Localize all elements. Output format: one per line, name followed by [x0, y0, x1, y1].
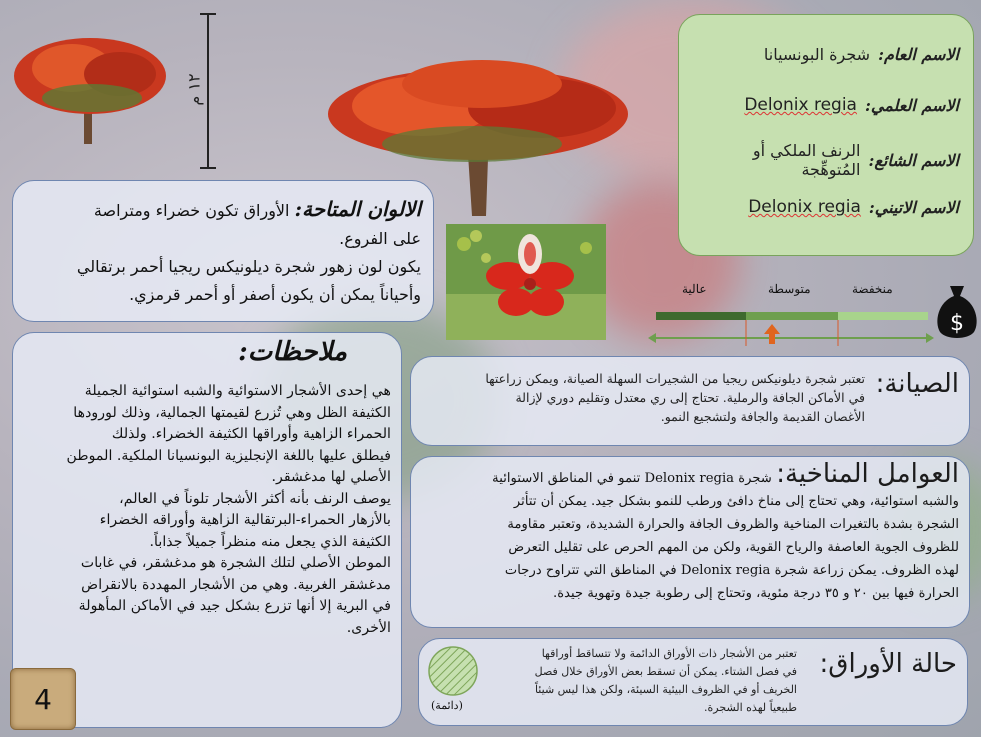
maintenance-line: في الأماكن الجافة والرملية. تحتاج إلى ري معتدل وتقليم دوري لإزالة — [515, 390, 865, 405]
scale-high-label: عالية — [682, 282, 707, 296]
names-card — [678, 14, 974, 256]
small-tree-image — [12, 28, 172, 146]
maintenance-line: تعتبر شجرة ديلونيكس ريجيا من الشجيرات السهلة الصيانة، ويمكن زراعتها — [485, 371, 865, 386]
climate-line: والشبه استوائية، وهي تحتاج إلى مناخ دافئ ورطب للنمو بشكل جيد. يمكن أن تتأثر — [513, 494, 959, 509]
notes-line: الكثيفة الظل وهي تُزرع لقيمتها الجمالية، وذلك لورودها — [73, 404, 391, 421]
leaves-title: حالة الأوراق: — [819, 649, 957, 679]
maintenance-card — [410, 356, 970, 446]
common-name-label: الاسم العام: — [878, 45, 959, 64]
colors-text-4: وأحياناً يمكن أن يكون أصفر أو أحمر قرمزي. — [129, 285, 421, 304]
scientific-name-value: Delonix regia — [744, 95, 857, 115]
maintenance-line: الأغصان القديمة والجافة ولتشجيع النمو. — [660, 409, 865, 424]
climate-line: للظروف الجوية العاصفة والرياح القوية، ولكن من المهم الحرص على تقليل التعرض — [508, 540, 959, 555]
popular-name-label: الاسم الشائع: — [868, 151, 959, 170]
climate-card — [410, 456, 970, 628]
leaves-badge: (دائمة) — [431, 699, 463, 712]
notes-line: فيطلق عليها باللغة الإنجليزية البونسيانا الملكية. الموطن — [66, 447, 391, 464]
leaves-card — [418, 638, 968, 726]
scientific-name-label: الاسم العلمي: — [864, 95, 959, 115]
colors-text-1: الأوراق تكون خضراء ومتراصة — [93, 201, 290, 220]
page-number-scroll — [10, 668, 76, 730]
notes-line: الحمراء الزاهية وأوراقها الكثيفة الخضراء. ولذلك — [111, 426, 391, 442]
notes-line: الأخرى. — [346, 619, 391, 636]
climate-line: لهذه الظروف. يمكن زراعة شجرة Delonix regia في المناطق التي تتراوح درجات — [504, 563, 959, 578]
colors-title: الالوان المتاحة: — [294, 197, 421, 221]
climate-line: الحرارة فيها بين ٢٠ و ٣٥ درجة مئوية، وتحتاج إلى رطوبة جيدة وتهوية جيدة. — [553, 586, 959, 601]
latin-name-label: الاسم الاتيني: — [868, 197, 959, 217]
svg-text:$: $ — [950, 311, 964, 336]
cost-scale-bar — [648, 306, 934, 352]
notes-line: الأصلي لها مدغشقر. — [271, 469, 391, 485]
scale-medium-label: متوسطة — [768, 282, 811, 296]
popular-name-value-2: المُتوهِّجة — [801, 160, 861, 179]
evergreen-leaf-icon — [427, 645, 479, 697]
notes-line: بالأزهار الحمراء-البرتقالية الزاهية وأوراقه الخضراء — [99, 512, 391, 528]
notes-line: الموطن الأصلي لتلك الشجرة هو مدغشقر، في غابات — [80, 555, 391, 571]
leaves-line: تعتبر من الأشجار ذات الأوراق الدائمة ولا تتساقط أوراقها — [541, 647, 797, 660]
notes-line: في البرية إلا أنها تزرع بشكل جيد في الأماكن المأهولة — [78, 598, 391, 614]
latin-name-value: Delonix regia — [748, 197, 861, 217]
climate-line: شجرة Delonix regia تنمو في المناطق الاستوائية — [492, 471, 772, 486]
colors-text-2: على الفروع. — [339, 229, 421, 248]
notes-line: مدغشقر الغربية. وهي من الأشجار المهددة بالانقراض — [81, 576, 391, 593]
popular-name-value-1: الرنف الملكي أو — [752, 141, 861, 160]
climate-title: العوامل المناخية: — [776, 459, 959, 489]
leaves-line: في فصل الشتاء. يمكن أن تسقط بعض الأوراق خلال فصل — [534, 665, 797, 678]
maintenance-title: الصيانة: — [875, 369, 959, 399]
common-name-value: شجرة البونسيانا — [763, 45, 871, 64]
flower-image — [446, 224, 606, 340]
leaves-line: طبيعياً لهذه الشجرة. — [704, 701, 797, 714]
climate-line: الشجرة بشدة بالتغيرات المناخية والظروف الجافة والحرارة الشديدة، وتعتبر مقاومة — [507, 517, 959, 532]
notes-line: يوصف الرنف بأنه أكثر الأشجار تلوناً في العالم، — [119, 490, 391, 507]
notes-title: ملاحظات: — [238, 337, 347, 367]
notes-line: الكثيفة الذي يجعل منه منظراً جميلاً جذاباً. — [149, 533, 391, 550]
page-number: 4 — [34, 682, 52, 716]
money-bag-icon — [934, 282, 980, 340]
scale-indicator-arrow — [764, 324, 780, 334]
height-label: ١٢ م — [184, 73, 204, 106]
scale-low-label: منخفضة — [852, 282, 893, 296]
colors-card — [12, 180, 434, 322]
colors-text-3: يكون لون زهور شجرة ديلونيكس ريجيا أحمر برتقالي — [76, 257, 421, 276]
leaves-line: الخريف أو في الظروف البيئية السيئة، ولكن هذا ليس شيئاً — [534, 683, 797, 696]
notes-line: هي إحدى الأشجار الاستوائية والشبه استوائية الجميلة — [84, 383, 391, 399]
